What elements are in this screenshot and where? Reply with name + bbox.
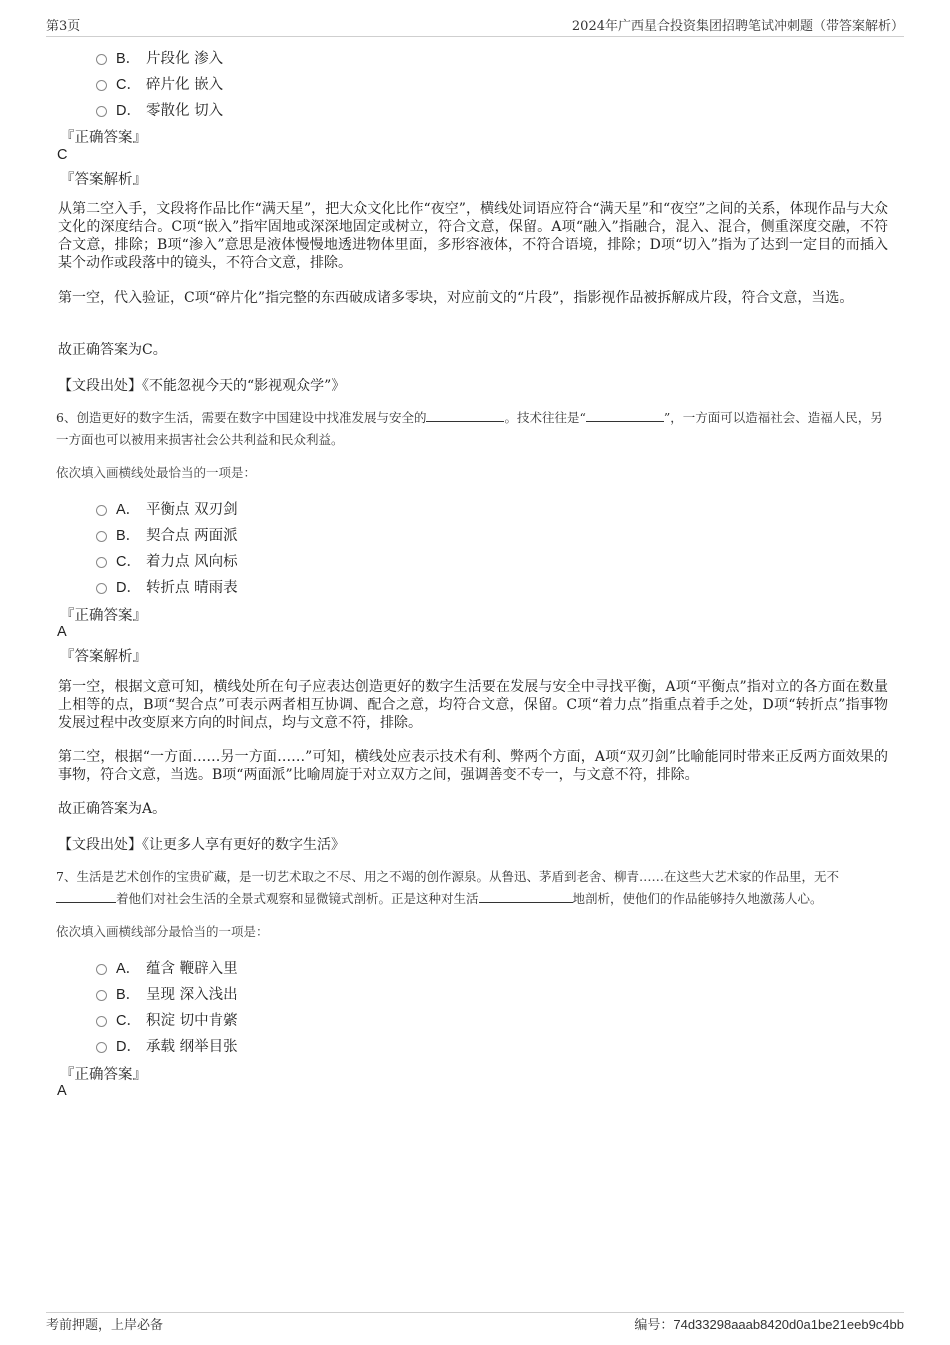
radio-icon[interactable] xyxy=(96,531,107,542)
correct-answer-label: 『正确答案』 xyxy=(60,1067,147,1083)
radio-icon[interactable] xyxy=(96,583,107,594)
analysis-label: 『答案解析』 xyxy=(60,649,147,665)
option-d[interactable]: D． 零散化 切入 xyxy=(96,98,223,120)
passage-source: 【文段出处】《让更多人享有更好的数字生活》 xyxy=(58,837,345,853)
correct-answer: C xyxy=(57,147,68,163)
radio-icon[interactable] xyxy=(96,990,107,1001)
radio-icon[interactable] xyxy=(96,54,107,65)
page-number: 第3页 xyxy=(46,19,81,34)
radio-icon[interactable] xyxy=(96,106,107,117)
radio-icon[interactable] xyxy=(96,1016,107,1027)
question-instruction: 依次填入画横线处最恰当的一项是： xyxy=(56,465,257,480)
analysis-paragraph: 第二空，根据“一方面……另一方面……”可知，横线处应表示技术有利、弊两个方面，A项“双刃剑”比喻能同时带来正反两方面效果的事物，符合文意，当选。B项“两面派”比喻周旋于对立双方之间，强调善变不专一，与文意不符，排除。 xyxy=(58,749,888,783)
passage-source: 【文段出处】《不能忽视今天的“影视观众学”》 xyxy=(58,378,346,394)
analysis-label: 『答案解析』 xyxy=(60,172,147,188)
option-a[interactable]: A． 平衡点 双刃剑 xyxy=(96,497,238,519)
question-6-stem: 6、创造更好的数字生活，需要在数字中国建设中找准发展与安全的 。技术往往是“ ”，一方面可以造福社会、造福人民，另一方面也可以被用来损害社会公共利益和民众利益。 xyxy=(56,410,883,447)
correct-answer: A xyxy=(57,1083,67,1099)
option-b[interactable]: B． 呈现 深入浅出 xyxy=(96,982,238,1004)
blank-line xyxy=(479,890,573,903)
page-footer xyxy=(46,1312,904,1333)
radio-icon[interactable] xyxy=(96,505,107,516)
option-d[interactable]: D． 承载 纲举目张 xyxy=(96,1034,238,1056)
document-code: 编号：74d33298aaab8420d0a1be21eeb9c4bb xyxy=(634,1317,904,1333)
question-instruction: 依次填入画横线部分最恰当的一项是： xyxy=(56,924,269,939)
analysis-paragraph: 第一空，根据文意可知，横线处所在句子应表达创造更好的数字生活要在发展与安全中寻找平衡，A项“平衡点”指对立的各方面在数量上相等的点，B项“契合点”可表示两者相互协调、配合之意，均符合文意，保留。C项“着力点”指重点着手之处，D项“转折点”指事物发展过程中改变原来方向的时间点，均与文意不符，排除。 xyxy=(58,679,888,731)
option-b[interactable]: B． 片段化 渗入 xyxy=(96,46,223,68)
page-header xyxy=(46,16,904,37)
blank-line xyxy=(586,409,664,422)
correct-answer-label: 『正确答案』 xyxy=(60,130,147,146)
option-b[interactable]: B． 契合点 两面派 xyxy=(96,523,238,545)
radio-icon[interactable] xyxy=(96,80,107,91)
blank-line xyxy=(56,890,116,903)
option-d[interactable]: D． 转折点 晴雨表 xyxy=(96,575,238,597)
question-7-stem: 7、生活是艺术创作的宝贵矿藏，是一切艺术取之不尽、用之不竭的创作源泉。从鲁迅、茅盾到老舍、柳青……在这些大艺术家的作品里，无不着他们对社会生活的全景式观察和显微镜式剖析。正是这种对生活 地剖析，使他们的作品能够持久地激荡人心。 xyxy=(56,869,839,906)
option-a[interactable]: A． 蕴含 鞭辟入里 xyxy=(96,956,238,978)
correct-answer: A xyxy=(57,624,67,640)
option-c[interactable]: C． 积淀 切中肯綮 xyxy=(96,1008,238,1030)
option-c[interactable]: C． 着力点 风向标 xyxy=(96,549,238,571)
blank-line xyxy=(426,409,504,422)
correct-answer-label: 『正确答案』 xyxy=(60,608,147,624)
analysis-conclusion: 故正确答案为A。 xyxy=(58,801,167,817)
analysis-conclusion: 故正确答案为C。 xyxy=(58,342,167,358)
analysis-paragraph: 第一空，代入验证，C项“碎片化”指完整的东西破成诸多零块，对应前文的“片段”，指影视作品被拆解成片段，符合文意，当选。 xyxy=(58,290,854,306)
footer-slogan: 考前押题，上岸必备 xyxy=(46,1318,164,1333)
analysis-paragraph: 从第二空入手，文段将作品比作“满天星”，把大众文化比作“夜空”，横线处词语应符合“满天星”和“夜空”之间的关系，体现作品与大众文化的深度结合。C项“嵌入”指牢固地或深深地固定或树立，符合文意，保留。A项“融入”指融合，混入、混合，侧重深度交融，不符合文意，排除；B项“渗入”意思是液体慢慢地透进物体里面，多形容液体，不符合语境，排除；D项“切入”指为了达到一定目的而插入某个动作或段落中的镜头，不符合文意，排除。 xyxy=(58,201,888,271)
document-title: 2024年广西星合投资集团招聘笔试冲刺题（带答案解析） xyxy=(571,19,904,34)
radio-icon[interactable] xyxy=(96,557,107,568)
radio-icon[interactable] xyxy=(96,1042,107,1053)
option-c[interactable]: C． 碎片化 嵌入 xyxy=(96,72,223,94)
radio-icon[interactable] xyxy=(96,964,107,975)
